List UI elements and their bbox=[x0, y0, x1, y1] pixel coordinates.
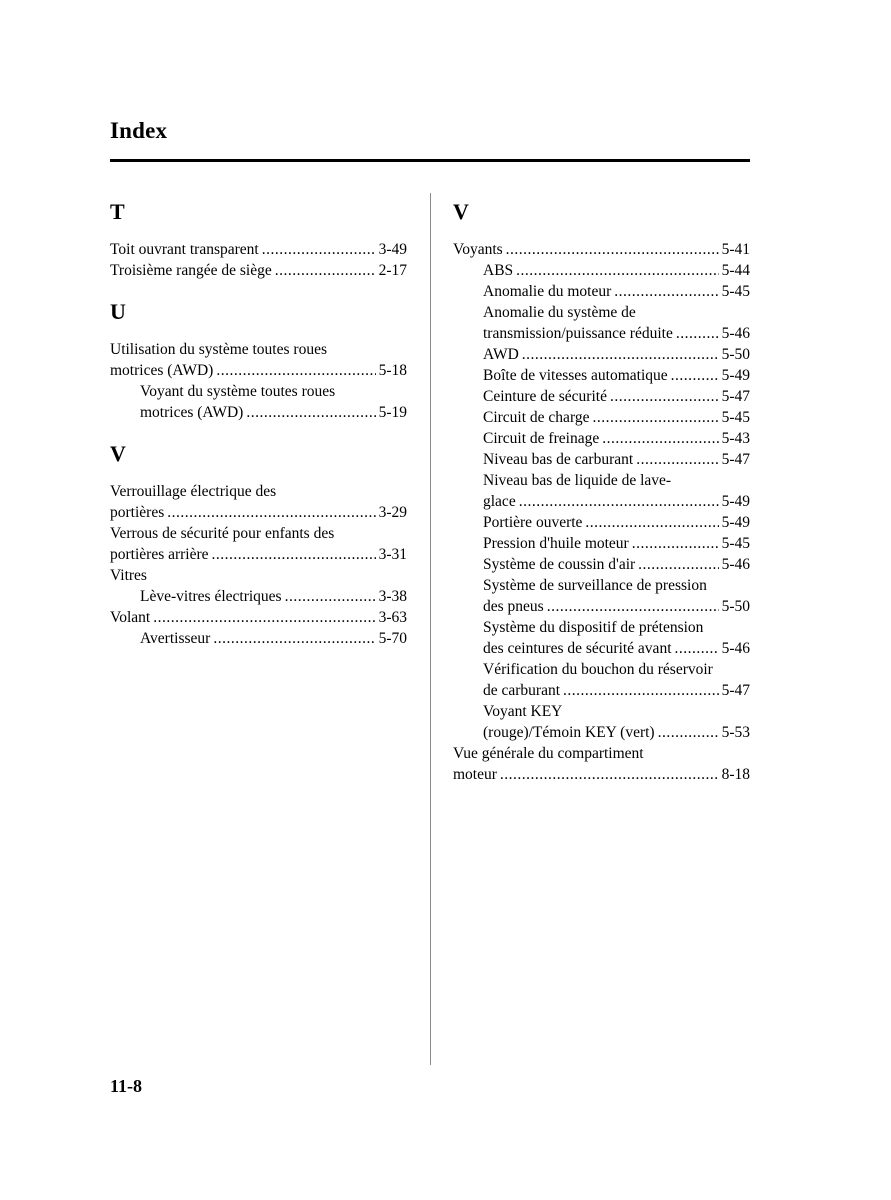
entry-text: des pneus bbox=[483, 598, 544, 615]
entry-text: Troisième rangée de siège bbox=[110, 262, 272, 279]
entry-text: Circuit de freinage bbox=[483, 430, 600, 447]
section-letter: T bbox=[110, 199, 125, 224]
index-entry bbox=[453, 617, 750, 638]
entry-text: Anomalie du moteur bbox=[483, 283, 612, 300]
entry-page: 3-31 bbox=[378, 546, 407, 563]
entry-text: portières arrière bbox=[110, 546, 209, 563]
entry-text: portières bbox=[110, 504, 165, 521]
entry-text: Système de surveillance de pression bbox=[483, 577, 707, 594]
index-entry bbox=[453, 260, 750, 281]
section-letter: V bbox=[110, 441, 126, 466]
index-entry bbox=[453, 302, 750, 323]
dot-leader bbox=[671, 365, 719, 386]
entry-page: 5-50 bbox=[721, 598, 750, 615]
entry-text: motrices (AWD) bbox=[140, 404, 244, 421]
entry-page: 5-47 bbox=[721, 682, 750, 699]
entry-text: Anomalie du système de bbox=[483, 304, 636, 321]
index-entry bbox=[453, 365, 750, 386]
index-section bbox=[110, 195, 407, 281]
dot-leader bbox=[516, 260, 718, 281]
index-entry bbox=[110, 402, 407, 423]
entry-page: 5-50 bbox=[721, 346, 750, 363]
index-entry bbox=[110, 565, 407, 586]
index-entry bbox=[453, 680, 750, 701]
entry-text: Lève-vitres électriques bbox=[140, 588, 282, 605]
dot-leader bbox=[610, 386, 719, 407]
entry-text: des ceintures de sécurité avant bbox=[483, 640, 672, 657]
entry-text: moteur bbox=[453, 766, 497, 783]
entry-page: 3-63 bbox=[378, 609, 407, 626]
index-entry bbox=[453, 407, 750, 428]
dot-leader bbox=[592, 407, 718, 428]
dot-leader bbox=[216, 360, 375, 381]
index-entry bbox=[453, 575, 750, 596]
index-entry bbox=[453, 533, 750, 554]
index-entries bbox=[110, 339, 407, 423]
entry-text: Niveau bas de carburant bbox=[483, 451, 634, 468]
entry-page: 5-45 bbox=[721, 409, 750, 426]
page-number: 11-8 bbox=[110, 1076, 143, 1096]
entry-text: Vérification du bouchon du réservoir bbox=[483, 661, 713, 678]
index-entries bbox=[110, 239, 407, 281]
dot-leader bbox=[658, 722, 719, 743]
entry-text: Boîte de vitesses automatique bbox=[483, 367, 668, 384]
right-column bbox=[453, 195, 750, 799]
index-entry bbox=[110, 239, 407, 260]
index-entry bbox=[110, 339, 407, 360]
entry-text: Toit ouvrant transparent bbox=[110, 241, 259, 258]
entry-text: Avertisseur bbox=[140, 630, 211, 647]
index-entry bbox=[453, 344, 750, 365]
entry-page: 5-53 bbox=[721, 724, 750, 741]
dot-leader bbox=[602, 428, 718, 449]
entry-text: ABS bbox=[483, 262, 514, 279]
index-entry bbox=[453, 701, 750, 722]
index-entries bbox=[110, 481, 407, 649]
index-entry bbox=[110, 381, 407, 402]
index-entry bbox=[110, 260, 407, 281]
dot-leader bbox=[614, 281, 718, 302]
entry-text: motrices (AWD) bbox=[110, 362, 214, 379]
index-entry bbox=[110, 544, 407, 565]
entry-text: transmission/puissance réduite bbox=[483, 325, 673, 342]
entry-page: 5-45 bbox=[721, 283, 750, 300]
entry-page: 5-70 bbox=[378, 630, 407, 647]
index-entry bbox=[110, 607, 407, 628]
entry-page: 3-49 bbox=[378, 241, 407, 258]
entry-text: Système de coussin d'air bbox=[483, 556, 636, 573]
entry-page: 3-38 bbox=[378, 588, 407, 605]
index-entry bbox=[110, 360, 407, 381]
dot-leader bbox=[563, 680, 719, 701]
entry-text: (rouge)/Témoin KEY (vert) bbox=[483, 724, 655, 741]
entry-page: 5-43 bbox=[721, 430, 750, 447]
index-entry bbox=[110, 628, 407, 649]
index-entry bbox=[453, 386, 750, 407]
index-entry bbox=[453, 491, 750, 512]
entry-page: 5-47 bbox=[721, 388, 750, 405]
index-entry bbox=[453, 638, 750, 659]
entry-text: de carburant bbox=[483, 682, 561, 699]
index-entry bbox=[453, 554, 750, 575]
entry-text: Système du dispositif de prétension bbox=[483, 619, 704, 636]
index-entry bbox=[453, 596, 750, 617]
entry-page: 5-18 bbox=[378, 362, 407, 379]
dot-leader bbox=[500, 764, 719, 785]
entry-text: Vitres bbox=[110, 567, 147, 584]
index-entry bbox=[453, 281, 750, 302]
entry-page: 5-46 bbox=[721, 325, 750, 342]
entry-page: 5-47 bbox=[721, 451, 750, 468]
entry-text: Volant bbox=[110, 609, 151, 626]
dot-leader bbox=[275, 260, 376, 281]
dot-leader bbox=[632, 533, 719, 554]
entry-text: Pression d'huile moteur bbox=[483, 535, 629, 552]
dot-leader bbox=[262, 239, 376, 260]
entry-page: 5-49 bbox=[721, 514, 750, 531]
index-entry bbox=[110, 481, 407, 502]
index-entry bbox=[110, 523, 407, 544]
dot-leader bbox=[167, 502, 375, 523]
entry-text: Utilisation du système toutes roues bbox=[110, 341, 327, 358]
index-entry bbox=[453, 764, 750, 785]
left-column bbox=[110, 195, 407, 663]
dot-leader bbox=[246, 402, 375, 423]
entry-text: Voyant du système toutes roues bbox=[140, 383, 336, 400]
entry-text: Verrous de sécurité pour enfants des bbox=[110, 525, 335, 542]
section-letter: U bbox=[110, 299, 126, 324]
index-entry bbox=[453, 449, 750, 470]
entry-text: Voyants bbox=[453, 241, 503, 258]
section-letter: V bbox=[453, 199, 469, 224]
dot-leader bbox=[519, 491, 719, 512]
index-section bbox=[110, 437, 407, 649]
dot-leader bbox=[638, 554, 718, 575]
entry-text: Verrouillage électrique des bbox=[110, 483, 277, 500]
index-section bbox=[453, 195, 750, 785]
entry-page: 5-19 bbox=[378, 404, 407, 421]
dot-leader bbox=[675, 638, 719, 659]
entry-page: 3-29 bbox=[378, 504, 407, 521]
dot-leader bbox=[506, 239, 719, 260]
entry-text: AWD bbox=[483, 346, 519, 363]
entry-text: Ceinture de sécurité bbox=[483, 388, 607, 405]
column-divider bbox=[430, 193, 431, 1065]
entry-page: 2-17 bbox=[378, 262, 407, 279]
header-rule bbox=[110, 159, 750, 162]
index-entry bbox=[453, 722, 750, 743]
dot-leader bbox=[212, 544, 376, 565]
entry-page: 5-49 bbox=[721, 367, 750, 384]
dot-leader bbox=[636, 449, 718, 470]
entry-text: Portière ouverte bbox=[483, 514, 583, 531]
dot-leader bbox=[522, 344, 719, 365]
dot-leader bbox=[213, 628, 375, 649]
index-entry bbox=[453, 470, 750, 491]
index-entry bbox=[110, 586, 407, 607]
index-section bbox=[110, 295, 407, 423]
index-entry bbox=[453, 323, 750, 344]
entry-text: glace bbox=[483, 493, 516, 510]
entry-page: 5-41 bbox=[721, 241, 750, 258]
index-entries bbox=[453, 239, 750, 785]
index-entry bbox=[110, 502, 407, 523]
dot-leader bbox=[153, 607, 375, 628]
entry-page: 8-18 bbox=[721, 766, 750, 783]
entry-text: Niveau bas de liquide de lave- bbox=[483, 472, 672, 489]
index-entry bbox=[453, 659, 750, 680]
entry-page: 5-46 bbox=[721, 640, 750, 657]
dot-leader bbox=[676, 323, 719, 344]
page-title: Index bbox=[110, 118, 168, 143]
index-entry bbox=[453, 428, 750, 449]
index-entry bbox=[453, 512, 750, 533]
dot-leader bbox=[547, 596, 719, 617]
index-entry bbox=[453, 743, 750, 764]
dot-leader bbox=[585, 512, 718, 533]
entry-text: Circuit de charge bbox=[483, 409, 590, 426]
entry-page: 5-45 bbox=[721, 535, 750, 552]
entry-page: 5-49 bbox=[721, 493, 750, 510]
entry-text: Voyant KEY bbox=[483, 703, 563, 720]
dot-leader bbox=[285, 586, 376, 607]
index-entry bbox=[453, 239, 750, 260]
entry-page: 5-46 bbox=[721, 556, 750, 573]
entry-text: Vue générale du compartiment bbox=[453, 745, 644, 762]
entry-page: 5-44 bbox=[721, 262, 750, 279]
